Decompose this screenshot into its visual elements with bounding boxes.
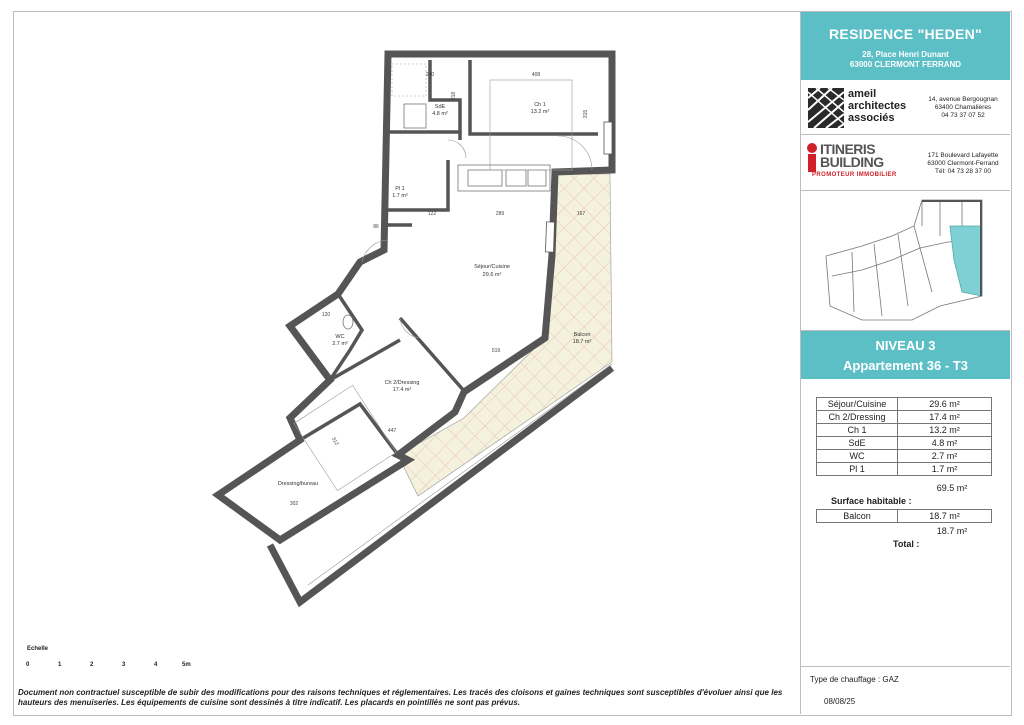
dimension: 302 xyxy=(289,501,299,507)
habitable-total: 69.5 m² xyxy=(936,483,968,493)
architect-address-1: 14, avenue Bergougnan xyxy=(928,96,998,103)
divider xyxy=(801,134,1010,135)
residence-header xyxy=(801,12,1010,80)
promoter-address-2: 63000 Clermont-Ferrand xyxy=(927,160,999,167)
balcony-table xyxy=(816,509,992,523)
room-label-wc-name: WC xyxy=(335,334,345,340)
architect-name-3: associés xyxy=(848,112,895,124)
dimension: 312 xyxy=(330,436,340,447)
architect-phone: 04 73 37 07 52 xyxy=(941,112,985,119)
balcony-total: 18.7 m² xyxy=(936,526,968,536)
room-area: 2.7 m² xyxy=(898,450,992,463)
level-banner xyxy=(801,331,1010,379)
dimension: 86 xyxy=(373,224,379,230)
dimension: 408 xyxy=(531,72,541,78)
residence-title: RESIDENCE "HEDEN" xyxy=(829,26,982,42)
promoter-logo-line2: BUILDING xyxy=(820,154,884,170)
room-label-pl1-area: 1.7 m² xyxy=(392,193,408,199)
window xyxy=(604,122,612,154)
level-niveau: NIVEAU 3 xyxy=(875,338,936,353)
scale-tick: 0 xyxy=(26,662,30,668)
dimension: 519 xyxy=(491,348,501,354)
room-area: 17.4 m² xyxy=(898,411,992,424)
window xyxy=(545,222,554,252)
habitable-label: Surface habitable : xyxy=(831,496,912,506)
architect-logo-icon xyxy=(808,88,844,128)
scale-tick: 5m xyxy=(182,662,191,668)
room-label-sejour-name: Séjour/Cuisine xyxy=(474,264,510,270)
shower-icon xyxy=(404,104,426,128)
room-label-sde-name: SdE xyxy=(434,104,446,110)
room-area: 29.6 m² xyxy=(898,398,992,411)
promoter-phone: Tél: 04 73 28 37 00 xyxy=(934,168,991,175)
promoter-block xyxy=(806,140,1006,184)
table-row xyxy=(817,510,992,523)
room-name: Séjour/Cuisine xyxy=(817,398,898,411)
dimension: 120 xyxy=(321,312,331,318)
dimension: 167 xyxy=(576,211,586,217)
scale-tick: 1 xyxy=(58,662,62,668)
table-row xyxy=(817,424,992,437)
kitchen-counter xyxy=(458,165,550,191)
promoter-logo-line1: ITINERIS xyxy=(820,141,876,157)
promoter-address-1: 171 Boulevard Lafayette xyxy=(927,152,999,159)
balcony-area: 18.7 m² xyxy=(898,510,992,523)
dimension: 240 xyxy=(425,72,435,78)
document-date: 08/08/25 xyxy=(824,697,856,706)
room-area: 1.7 m² xyxy=(898,463,992,476)
architect-name-2: architectes xyxy=(848,100,907,112)
architect-name-1: ameil xyxy=(848,88,877,100)
room-label-ch2-area: 17.4 m² xyxy=(392,387,412,393)
room-label-ch1-name: Ch 1 xyxy=(534,102,546,108)
heating-type: Type de chauffage : GAZ xyxy=(810,675,899,684)
dimension: 315 xyxy=(583,109,589,119)
room-name: Pl 1 xyxy=(817,463,898,476)
room-label-sde-area: 4.8 m² xyxy=(432,111,448,117)
divider xyxy=(801,190,1010,191)
promoter-tagline: PROMOTEUR IMMOBILIER xyxy=(812,172,897,178)
bed-ch1 xyxy=(490,80,572,170)
dimension: 289 xyxy=(495,211,505,217)
table-row xyxy=(817,450,992,463)
architect-block xyxy=(806,86,1006,130)
room-label-dressing-name: Dressing/bureau xyxy=(277,481,319,487)
room-label-pl1-name: Pl 1 xyxy=(395,186,405,192)
scale-label: Echelle xyxy=(27,646,49,652)
table-row xyxy=(817,463,992,476)
room-name: WC xyxy=(817,450,898,463)
room-label-wc-area: 2.7 m² xyxy=(332,341,348,347)
balcony-name: Balcon xyxy=(817,510,898,523)
scale-tick: 4 xyxy=(154,662,158,668)
divider xyxy=(801,666,1010,667)
room-name: Ch 2/Dressing xyxy=(817,411,898,424)
residence-address-line1: 28, Place Henri Dunant xyxy=(862,50,949,59)
room-label-balcon-name: Balcon xyxy=(573,332,591,338)
room-area: 4.8 m² xyxy=(898,437,992,450)
room-area: 13.2 m² xyxy=(898,424,992,437)
key-plan-thumbnail xyxy=(822,196,1002,326)
room-label-ch2-name: Ch 2/Dressing xyxy=(384,380,420,386)
table-row xyxy=(817,437,992,450)
room-label-balcon-area: 18.7 m² xyxy=(572,339,592,345)
dimension: 122 xyxy=(427,211,437,217)
room-label-sejour-area: 29.6 m² xyxy=(482,272,502,278)
toilet-icon xyxy=(343,315,353,329)
legal-disclaimer: Document non contractuel susceptible de subir des modifications pour des raisons techniques et réglementaires. Les tracés des cloisons et gaines techniques sont susceptibles d'évoluer ainsi que les hauteurs des menuiseries. Les équipements de cuisine sont dessinés à titre indicatif. Les placards en pointillés ne sont pas prévus. xyxy=(18,688,783,707)
room-name: Ch 1 xyxy=(817,424,898,437)
room-name: SdE xyxy=(817,437,898,450)
bathtub-icon xyxy=(392,64,426,96)
level-appartement: Appartement 36 - T3 xyxy=(843,358,968,373)
dimension: 447 xyxy=(387,428,397,434)
table-row xyxy=(817,411,992,424)
scale-tick: 2 xyxy=(90,662,94,668)
architect-address-2: 63400 Chamalières xyxy=(934,104,992,111)
room-label-ch1-area: 13.2 m² xyxy=(530,109,550,115)
dimension: 218 xyxy=(451,91,457,101)
residence-address-line2: 63000 CLERMONT FERRAND xyxy=(849,60,962,69)
table-row xyxy=(817,398,992,411)
total-label: Total : xyxy=(893,539,920,549)
surfaces-table xyxy=(816,397,992,476)
scale-tick: 3 xyxy=(122,662,126,668)
